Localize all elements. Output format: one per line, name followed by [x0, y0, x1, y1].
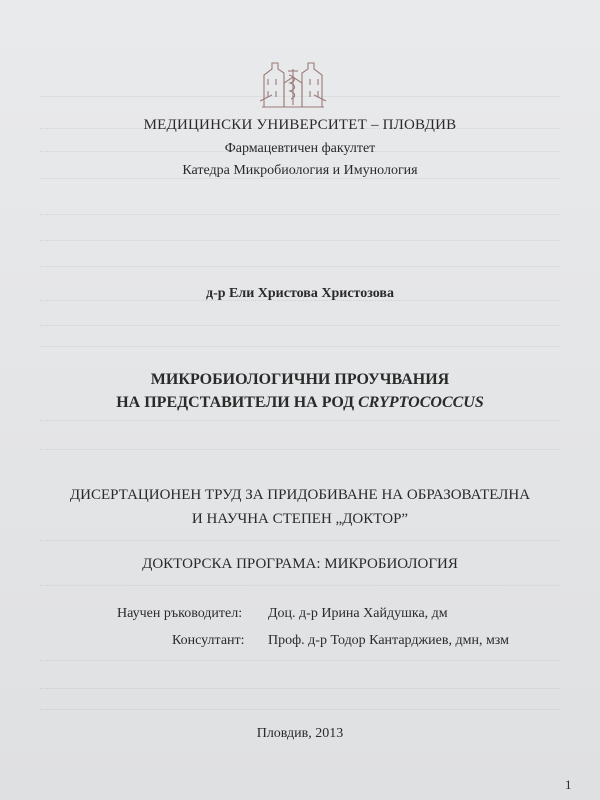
department-name: Катедра Микробиология и Имунология	[182, 163, 418, 178]
thesis-title-line-1: МИКРОБИОЛОГИЧНИ ПРОУЧВАНИЯ	[150, 371, 450, 388]
consultant-label: Консултант:	[172, 633, 245, 648]
doctoral-program: ДОКТОРСКА ПРОГРАМА: МИКРОБИОЛОГИЯ	[142, 556, 458, 572]
page-number: 1	[565, 777, 572, 792]
dissertation-line-2: И НАУЧНА СТЕПЕН „ДОКТОР”	[191, 511, 409, 527]
university-name: МЕДИЦИНСКИ УНИВЕРСИТЕТ – ПЛОВДИВ	[143, 117, 457, 133]
consultant-name: Проф. д-р Тодор Кантарджиев, дмн, мзм	[268, 633, 510, 648]
dissertation-line-1: ДИСЕРТАЦИОНЕН ТРУД ЗА ПРИДОБИВАНЕ НА ОБРАЗОВАТЕЛНА	[69, 487, 531, 503]
supervisor-label: Научен ръководител:	[117, 606, 243, 621]
thesis-title-prefix: НА ПРЕДСТАВИТЕЛИ НА РОД	[116, 394, 359, 411]
place-and-year: Пловдив, 2013	[256, 726, 344, 741]
genus-name: CRYPTOCOCCUS	[358, 394, 484, 411]
supervisor-name: Доц. д-р Ирина Хайдушка, дм	[268, 606, 448, 621]
university-crest-icon	[258, 55, 328, 111]
thesis-title-line-2	[0, 394, 600, 412]
author-name: д-р Ели Христова Христозова	[206, 286, 394, 301]
faculty-name: Фармацевтичен факултет	[224, 141, 376, 156]
